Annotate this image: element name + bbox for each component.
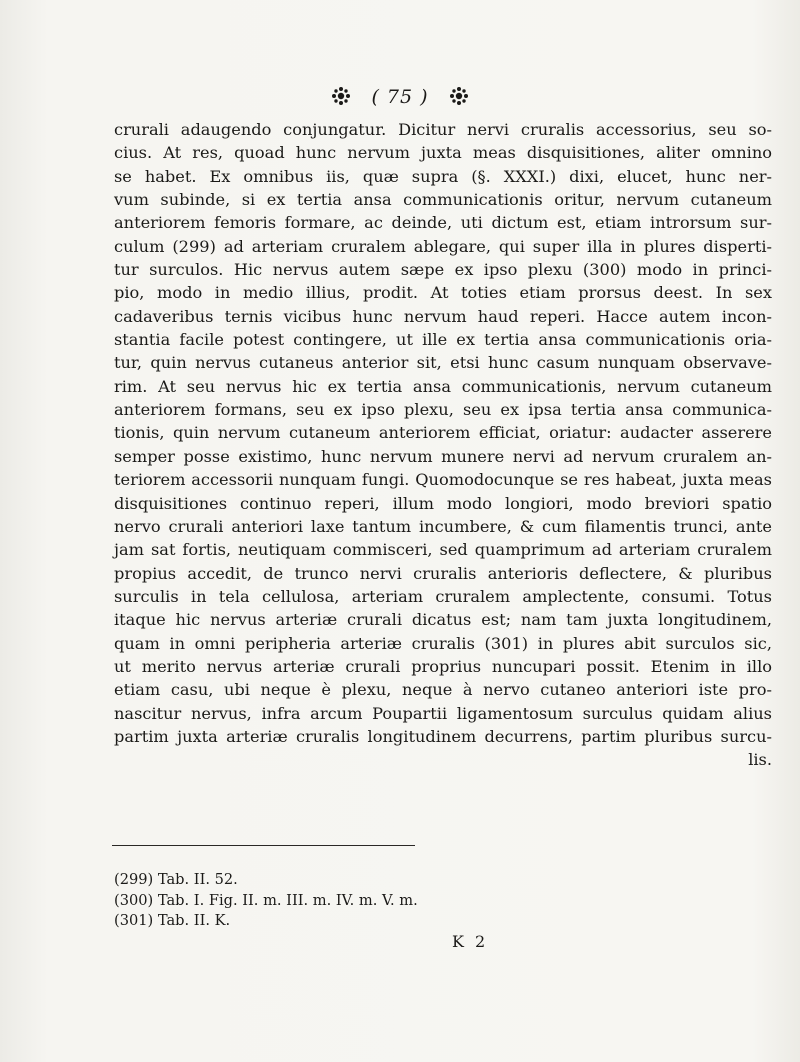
text-line: pio, modo in medio illius, prodit. At toties etiam prorsus deest. In sex: [114, 283, 772, 303]
text-line: tur, quin nervus cutaneus anterior sit, etsi hunc casum nunquam observave-: [114, 353, 772, 373]
text-line: ut merito nervus arteriæ crurali proprius nuncupari possit. Etenim in illo: [114, 656, 772, 676]
page-number: ( 75 ): [371, 86, 429, 108]
footnotes: [114, 870, 418, 932]
text-line: disquisitiones continuo reperi, illum modo longiori, modo breviori spatio: [114, 493, 772, 513]
text-line: partim juxta arteriæ cruralis longitudinem decurrens, partim pluribus surcu-: [114, 726, 772, 746]
text-line: crurali adaugendo conjungatur. Dicitur nervi cruralis accessorius, seu so-: [114, 120, 772, 139]
text-line: tur surculos. Hic nervus autem sæpe ex ipso plexu (300) modo in princi-: [114, 260, 772, 280]
footnote-divider: [112, 845, 415, 846]
text-line: etiam casu, ubi neque è plexu, neque à nervo cutaneo anteriori iste pro-: [114, 680, 772, 700]
text-line: cadaveribus ternis vicibus hunc nervum haud reperi. Hacce autem incon-: [114, 306, 772, 326]
text-line: nascitur nervus, infra arcum Poupartii ligamentosum surculus quidam alius: [114, 703, 772, 723]
text-line: anteriorem femoris formare, ac deinde, uti dictum est, etiam introrsum sur-: [114, 213, 772, 233]
ornament-left-icon: [331, 86, 351, 106]
footnote-300: (300) Tab. I. Fig. II. m. III. m. IV. m. V. m.: [114, 891, 418, 909]
text-line: se habet. Ex omnibus iis, quæ supra (§. XXXI.) dixi, elucet, hunc ner-: [114, 166, 772, 186]
text-line: surculis in tela cellulosa, arteriam cruralem amplectente, consumi. Totus: [114, 586, 772, 606]
text-line: semper posse existimo, hunc nervum munere nervi ad nervum cruralem an-: [114, 446, 772, 466]
ornament-right-icon: [449, 86, 469, 106]
footnote-299: (299) Tab. II. 52.: [114, 871, 238, 888]
page-header: [0, 86, 800, 108]
text-line: tionis, quin nervum cutaneum anteriorem efficiat, oriatur: audacter asserere: [114, 423, 772, 443]
text-line: stantia facile potest contingere, ut ille ex tertia ansa communicationis oria-: [114, 330, 772, 350]
text-line: lis.: [748, 750, 772, 770]
text-line: jam sat fortis, neutiquam commisceri, sed quamprimum ad arteriam cruralem: [114, 540, 772, 560]
text-line: teriorem accessorii nunquam fungi. Quomodocunque se res habeat, juxta meas: [114, 470, 772, 490]
signature-mark: K 2: [452, 932, 489, 951]
text-line: nervo crurali anteriori laxe tantum incumbere, & cum filamentis trunci, ante: [114, 516, 772, 536]
text-line: culum (299) ad arteriam cruralem ablegare, qui super illa in plures disperti-: [114, 236, 772, 256]
main-text: [114, 118, 772, 772]
text-line: anteriorem formans, seu ex ipso plexu, seu ex ipsa tertia ansa communica-: [114, 400, 772, 420]
text-line: cius. At res, quoad hunc nervum juxta meas disquisitiones, aliter omnino: [114, 143, 772, 163]
text-line: quam in omni peripheria arteriæ cruralis (301) in plures abit surculos sic,: [114, 633, 772, 653]
text-line: propius accedit, de trunco nervi cruralis anterioris deflectere, & pluribus: [114, 563, 772, 583]
text-line: rim. At seu nervus hic ex tertia ansa communicationis, nervum cutaneum: [114, 376, 772, 396]
text-line: itaque hic nervus arteriæ crurali dicatus est; nam tam juxta longitudinem,: [114, 610, 772, 630]
footnote-301: (301) Tab. II. K.: [114, 912, 231, 929]
text-line: vum subinde, si ex tertia ansa communicationis oritur, nervum cutaneum: [114, 190, 772, 210]
